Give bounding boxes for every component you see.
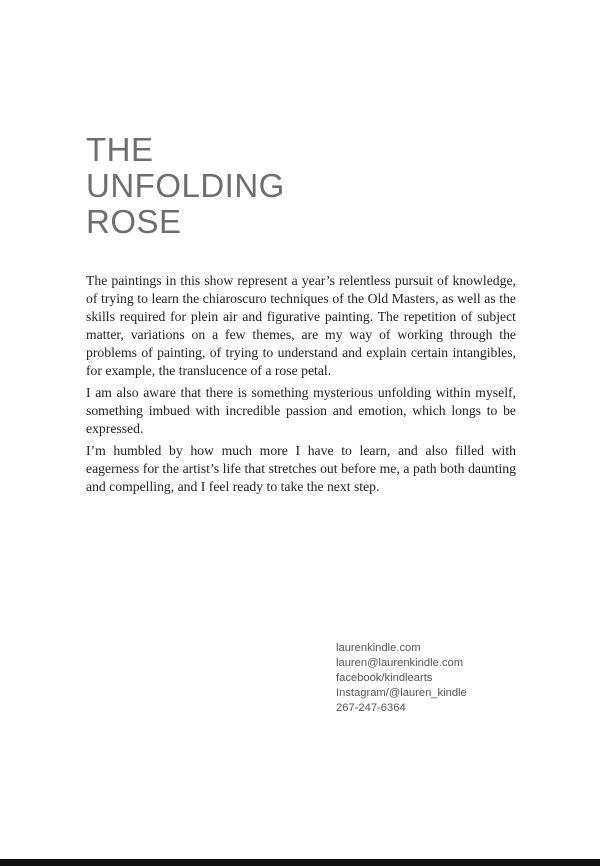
title-line-2: UNFOLDING bbox=[86, 167, 285, 204]
contact-website: laurenkindle.com bbox=[336, 642, 421, 654]
title-line-1: THE bbox=[86, 131, 154, 168]
contact-block bbox=[336, 641, 467, 716]
bottom-divider bbox=[0, 859, 600, 866]
title-line-3: ROSE bbox=[86, 203, 182, 240]
contact-phone: 267-247-6364 bbox=[336, 702, 406, 714]
statement-paragraph: I’m humbled by how much more I have to learn, and also filled with eagerness for the artist’s life that stretches out before me, a path both daunting and compelling, and I feel ready to take the next step. bbox=[86, 443, 516, 494]
contact-email: lauren@laurenkindle.com bbox=[336, 657, 464, 669]
statement-paragraph: The paintings in this show represent a year’s relentless pursuit of knowledge, of trying to learn the chiaroscuro techniques of the Old Masters, as well as the skills required for plein air and figurative painting. The repetition of subject matter, variations on a few themes, are my way of working through the problems of painting, of trying to understand and explain certain intangibles, for example, the translucence of a rose petal. bbox=[86, 273, 516, 378]
contact-facebook: facebook/kindlearts bbox=[336, 672, 433, 684]
contact-instagram: Instagram/@lauren_kindle bbox=[336, 687, 467, 699]
artist-statement bbox=[86, 272, 516, 500]
statement-paragraph: I am also aware that there is something mysterious unfolding within myself, something imbued with incredible passion and emotion, which longs to be expressed. bbox=[86, 385, 516, 436]
page-title bbox=[86, 132, 285, 240]
